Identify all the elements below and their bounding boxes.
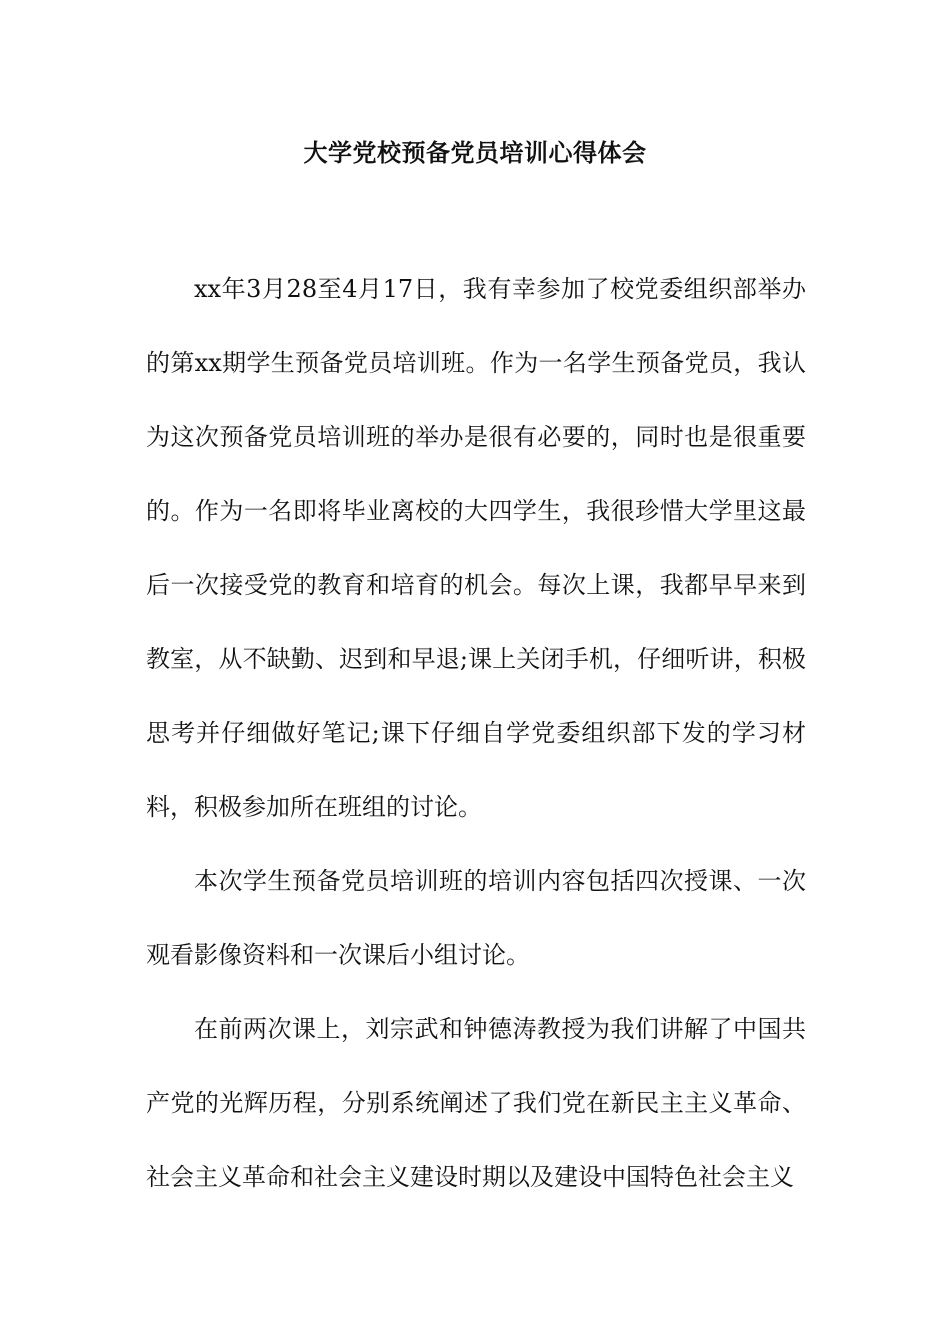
paragraph-3: 在前两次课上，刘宗武和钟德涛教授为我们讲解了中国共产党的光辉历程，分别系统阐述了我们党在新民主主义革命、社会主义革命和社会主义建设时期以及建设中国特色社会主义 xyxy=(146,1015,806,1191)
paragraph-1: xx年3月28至4月17日，我有幸参加了校党委组织部举办的第xx期学生预备党员培训班。作为一名学生预备党员，我认为这次预备党员培训班的举办是很有必要的，同时也是很重要的。作为一名即将毕业离校的大四学生，我很珍惜大学里这最后一次接受党的教育和培育的机会。每次上课，我都早早来到教室，从不缺勤、迟到和早退;课上关闭手机，仔细听讲，积极思考并仔细做好笔记;课下仔细自学党委组织部下发的学习材料，积极参加所在班组的讨论。 xyxy=(146,275,806,821)
document-body xyxy=(146,252,806,1214)
document-title: 大学党校预备党员培训心得体会 xyxy=(303,138,647,167)
paragraph-2: 本次学生预备党员培训班的培训内容包括四次授课、一次观看影像资料和一次课后小组讨论。 xyxy=(146,867,806,969)
